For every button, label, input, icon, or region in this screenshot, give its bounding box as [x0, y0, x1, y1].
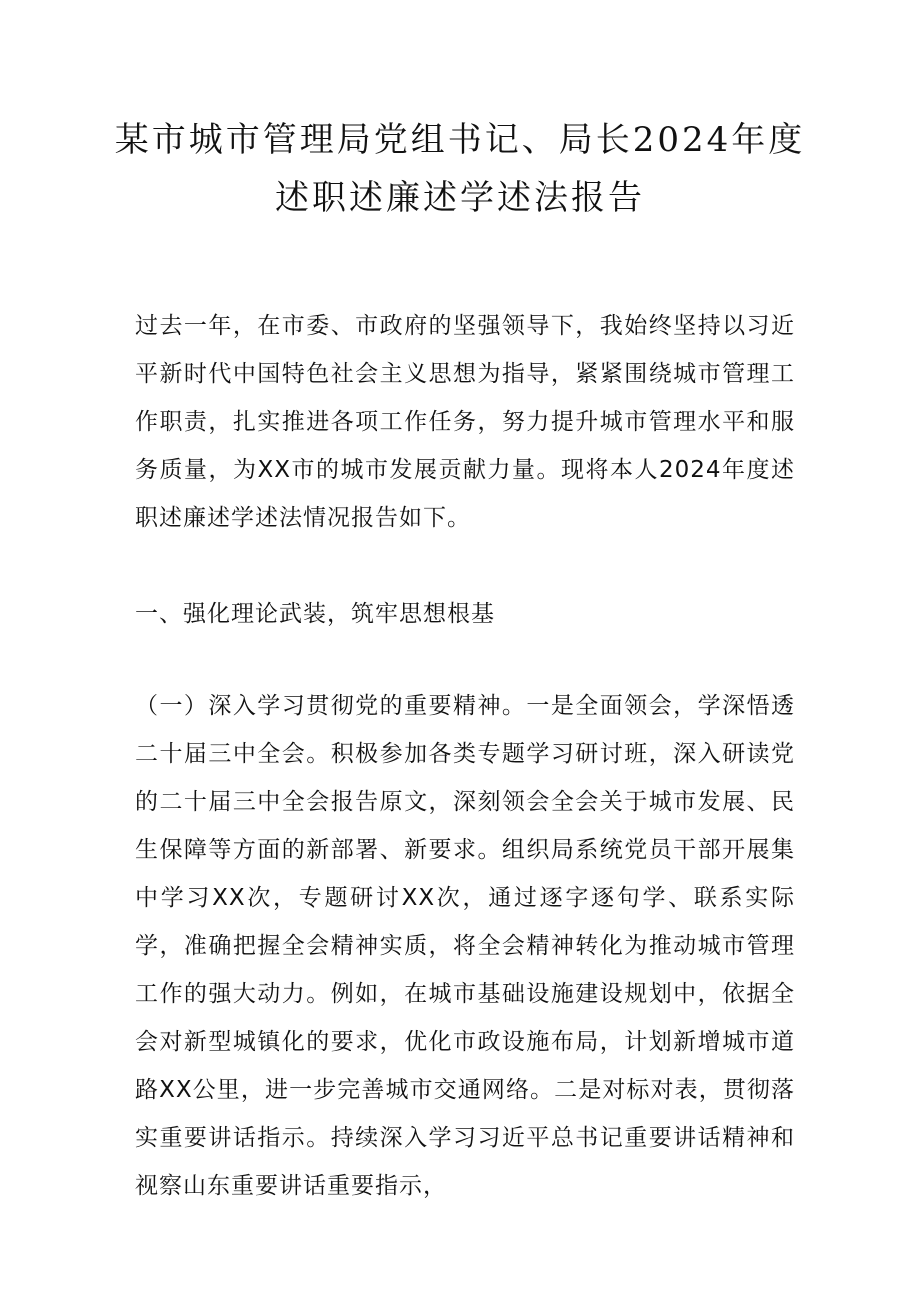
document-title-line-1: 某市城市管理局党组书记、局长2024年度	[114, 120, 806, 160]
section-heading-1: 一、强化理论武装，筑牢思想根基	[135, 601, 495, 627]
intro-paragraph: 过去一年，在市委、市政府的坚强领导下，我始终坚持以习近平新时代中国特色社会主义思想为指导，紧紧围绕城市管理工作职责，扎实推进各项工作任务，努力提升城市管理水平和服务质量，为XX市的城市发展贡献力量。现将本人2024年度述职述廉述学述法情况报告如下。	[135, 313, 795, 531]
document-title-line-2: 述职述廉述学述法报告	[275, 178, 645, 218]
section-1-paragraph: （一）深入学习贯彻党的重要精神。一是全面领会，学深悟透二十届三中全会。积极参加各类专题学习研讨班，深入研读党的二十届三中全会报告原文，深刻领会全会关于城市发展、民生保障等方面的新部署、新要求。组织局系统党员干部开展集中学习XX次，专题研讨XX次，通过逐字逐句学、联系实际学，准确把握全会精神实质，将全会精神转化为推动城市管理工作的强大动力。例如，在城市基础设施建设规划中，依据全会对新型城镇化的要求，优化市政设施布局，计划新增城市道路XX公里，进一步完善城市交通网络。二是对标对表，贯彻落实重要讲话指示。持续深入学习习近平总书记重要讲话精神和视察山东重要讲话重要指示，	[135, 693, 795, 1199]
